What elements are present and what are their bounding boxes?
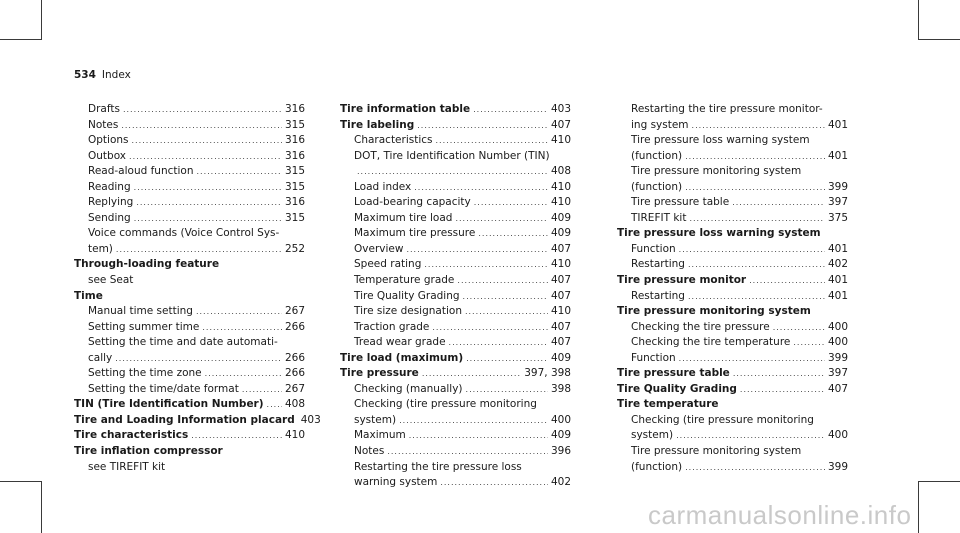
index-entry xyxy=(617,242,848,258)
dot-leader xyxy=(440,475,548,491)
entry-label: Checking (manually) xyxy=(354,382,463,395)
entry-label: Tire information table xyxy=(340,103,471,115)
page-reference: 315 xyxy=(284,180,305,193)
entry-label: Function xyxy=(631,242,676,255)
entry-label: Function xyxy=(631,351,676,364)
page-reference: 402 xyxy=(550,476,571,489)
page-number: 534 xyxy=(74,69,96,81)
entry-label: Maximum tire pressure xyxy=(354,227,476,240)
index-heading xyxy=(74,397,305,413)
entry-label: Tire pressure table xyxy=(617,367,730,380)
index-entry-line: Tire pressure loss warning system xyxy=(631,134,810,147)
index-entry xyxy=(340,211,571,227)
entry-label: Temperature grade xyxy=(354,274,455,287)
index-entry-line: Setting the time and date automati- xyxy=(88,336,278,349)
index-heading xyxy=(340,366,571,382)
page-reference: 408 xyxy=(284,398,305,411)
index-entry-line: Checking (tire pressure monitoring xyxy=(631,413,814,426)
entry-label: Tire and Loading Information placard xyxy=(74,413,295,426)
index-entry xyxy=(617,460,848,476)
page-reference: 407 xyxy=(550,336,571,349)
entry-label: Setting summer time xyxy=(88,320,200,333)
index-entry xyxy=(340,242,571,258)
page-reference: 409 xyxy=(550,429,571,442)
page-reference: 266 xyxy=(284,320,305,333)
index-entry-line: see TIREFIT kit xyxy=(88,460,166,473)
page-reference: 267 xyxy=(284,305,305,318)
index-entry xyxy=(74,149,305,165)
index-entry xyxy=(74,195,305,211)
entry-label: ing system xyxy=(631,118,689,131)
dot-leader xyxy=(679,351,825,367)
index-entry xyxy=(617,289,848,305)
index-entry xyxy=(74,351,305,367)
index-entry xyxy=(340,382,571,398)
index-entry xyxy=(74,164,305,180)
entry-label: warning system xyxy=(354,476,438,489)
page-reference: 403 xyxy=(300,413,321,426)
page-reference: 397, 398 xyxy=(524,367,571,380)
dot-leader xyxy=(197,164,282,180)
index-entry xyxy=(340,444,571,460)
page-reference: 400 xyxy=(550,413,571,426)
dot-leader xyxy=(121,118,282,134)
crop-mark xyxy=(0,481,42,482)
index-entry xyxy=(74,366,305,382)
dot-leader xyxy=(414,180,548,196)
page-reference: 407 xyxy=(550,274,571,287)
entry-label: system) xyxy=(354,413,397,426)
dot-leader xyxy=(688,257,825,273)
page-reference: 401 xyxy=(827,242,848,255)
dot-leader xyxy=(773,320,825,336)
page-reference: 375 xyxy=(827,211,848,224)
page-reference: 407 xyxy=(550,242,571,255)
entry-label: Setting the time/date format xyxy=(88,382,239,395)
entry-label: Notes xyxy=(354,445,385,458)
page-reference: 410 xyxy=(550,305,571,318)
index-column-3 xyxy=(617,102,848,475)
crop-mark xyxy=(918,0,919,40)
dot-leader xyxy=(115,351,282,367)
entry-label: Tire pressure xyxy=(340,367,419,380)
index-heading: Tire inflation compressor xyxy=(74,445,223,458)
dot-leader xyxy=(387,444,548,460)
index-entry xyxy=(617,428,848,444)
entry-label: (function) xyxy=(631,180,683,193)
dot-leader xyxy=(424,257,548,273)
entry-label: Checking the tire temperature xyxy=(631,336,791,349)
page-reference: 410 xyxy=(284,429,305,442)
index-entry xyxy=(340,289,571,305)
index-entry xyxy=(340,475,571,491)
page-reference: 315 xyxy=(284,211,305,224)
dot-leader xyxy=(242,382,282,398)
dot-leader xyxy=(466,351,548,367)
index-entry xyxy=(74,382,305,398)
entry-label: Options xyxy=(88,134,129,147)
index-entry xyxy=(617,257,848,273)
dot-leader xyxy=(432,320,548,336)
page-reference: 398 xyxy=(550,382,571,395)
page-reference: 410 xyxy=(550,180,571,193)
index-entry xyxy=(340,304,571,320)
index-entry-line: see Seat xyxy=(88,274,134,287)
index-entry xyxy=(340,335,571,351)
entry-label: Tread wear grade xyxy=(354,336,446,349)
entry-label: TIREFIT kit xyxy=(631,211,687,224)
entry-label: Speed rating xyxy=(354,258,422,271)
entry-label: Reading xyxy=(88,180,131,193)
watermark: carmanualsonline.info xyxy=(648,500,912,530)
page-reference: 316 xyxy=(284,103,305,115)
index-entry xyxy=(340,257,571,273)
dot-leader xyxy=(417,118,548,134)
entry-label: Drafts xyxy=(88,103,120,115)
entry-label: Tire load (maximum) xyxy=(340,351,464,364)
index-entry xyxy=(340,413,571,429)
page-reference: 315 xyxy=(284,165,305,178)
page-reference: 402 xyxy=(827,258,848,271)
dot-leader xyxy=(455,211,548,227)
entry-label: Maximum tire load xyxy=(354,211,453,224)
page-reference: 401 xyxy=(827,149,848,162)
entry-label: Tire pressure table xyxy=(631,196,730,209)
index-entry xyxy=(74,304,305,320)
index-heading: Through-loading feature xyxy=(74,258,220,271)
dot-leader xyxy=(191,428,282,444)
index-entry xyxy=(617,180,848,196)
entry-label: Overview xyxy=(354,242,404,255)
index-entry-line: Restarting the tire pressure monitor- xyxy=(631,103,823,115)
index-entry-line: Restarting the tire pressure loss xyxy=(354,460,522,473)
index-entry xyxy=(617,118,848,134)
index-entry xyxy=(340,273,571,289)
crop-mark xyxy=(918,481,919,533)
crop-mark xyxy=(0,39,42,40)
entry-label: cally xyxy=(88,351,113,364)
index-entry xyxy=(74,118,305,134)
entry-label: Tire labeling xyxy=(340,118,415,131)
dot-leader xyxy=(132,133,282,149)
dot-leader xyxy=(473,102,548,118)
index-entry xyxy=(74,102,305,118)
page-reference: 267 xyxy=(284,382,305,395)
dot-leader xyxy=(733,366,825,382)
index-heading xyxy=(74,413,321,429)
index-entry xyxy=(74,320,305,336)
index-entry-line: Tire pressure monitoring system xyxy=(631,165,802,178)
page-reference: 407 xyxy=(550,118,571,131)
page-reference: 401 xyxy=(827,274,848,287)
page-reference: 397 xyxy=(827,196,848,209)
dot-leader xyxy=(399,413,548,429)
entry-label: tem) xyxy=(88,242,113,255)
index-column-2 xyxy=(340,102,571,491)
page-reference: 316 xyxy=(284,149,305,162)
entry-label: system) xyxy=(631,429,674,442)
dot-leader xyxy=(749,273,825,289)
page-reference: 403 xyxy=(550,103,571,115)
entry-label: Outbox xyxy=(88,149,127,162)
dot-leader xyxy=(406,242,548,258)
index-entry xyxy=(74,242,305,258)
index-entry xyxy=(617,149,848,165)
entry-label: (function) xyxy=(631,460,683,473)
dot-leader xyxy=(436,133,548,149)
dot-leader xyxy=(689,211,825,227)
entry-label: Traction grade xyxy=(354,320,430,333)
entry-label: TIN (Tire Identification Number) xyxy=(74,398,264,411)
index-entry xyxy=(617,211,848,227)
entry-label: Checking the tire pressure xyxy=(631,320,770,333)
page-reference: 401 xyxy=(827,118,848,131)
dot-leader xyxy=(685,460,825,476)
index-entry xyxy=(617,320,848,336)
dot-leader xyxy=(466,382,548,398)
page-reference: 409 xyxy=(550,211,571,224)
index-entry-line: DOT, Tire Identification Number (TIN) xyxy=(354,149,550,162)
dot-leader xyxy=(123,102,282,118)
page-reference: 400 xyxy=(827,320,848,333)
page-reference: 407 xyxy=(550,320,571,333)
index-heading xyxy=(617,366,848,382)
index-heading xyxy=(617,273,848,289)
index-entry xyxy=(617,335,848,351)
entry-label: (function) xyxy=(631,149,683,162)
index-entry-line: Voice commands (Voice Control Sys- xyxy=(88,227,280,240)
page-reference: 410 xyxy=(550,196,571,209)
dot-leader xyxy=(692,118,825,134)
page-reference: 407 xyxy=(550,289,571,302)
dot-leader xyxy=(740,382,825,398)
entry-label: Manual time setting xyxy=(88,305,193,318)
entry-label: Tire size designation xyxy=(354,305,462,318)
dot-leader xyxy=(679,242,825,258)
entry-label: Tire pressure monitor xyxy=(617,274,747,287)
dot-leader xyxy=(134,180,282,196)
entry-label: Tire Quality Grading xyxy=(354,289,460,302)
index-heading: Time xyxy=(74,289,103,302)
dot-leader xyxy=(136,195,282,211)
index-heading: Tire pressure loss warning system xyxy=(617,227,821,240)
entry-label: Read-aloud function xyxy=(88,165,194,178)
page-reference: 409 xyxy=(550,227,571,240)
dot-leader xyxy=(465,304,548,320)
crop-mark xyxy=(918,481,960,482)
dot-leader xyxy=(685,180,825,196)
page-reference: 266 xyxy=(284,351,305,364)
page-reference: 410 xyxy=(550,258,571,271)
dot-leader xyxy=(688,289,825,305)
index-entry xyxy=(340,428,571,444)
dot-leader xyxy=(202,320,282,336)
index-entry xyxy=(340,226,571,242)
entry-label: Characteristics xyxy=(354,134,433,147)
section-title: Index xyxy=(101,69,131,81)
entry-label: Load-bearing capacity xyxy=(354,196,471,209)
dot-leader xyxy=(422,366,521,382)
page-reference: 396 xyxy=(550,445,571,458)
dot-leader xyxy=(478,226,548,242)
crop-mark xyxy=(41,481,42,533)
page-reference: 400 xyxy=(827,336,848,349)
entry-label: Notes xyxy=(88,118,119,131)
entry-label: Tire Quality Grading xyxy=(617,382,737,395)
index-heading xyxy=(340,118,571,134)
index-entry xyxy=(340,164,571,180)
index-heading xyxy=(340,102,571,118)
dot-leader xyxy=(409,428,548,444)
page-reference: 315 xyxy=(284,118,305,131)
page-reference: 408 xyxy=(550,165,571,178)
dot-leader xyxy=(357,164,548,180)
dot-leader xyxy=(196,304,282,320)
dot-leader xyxy=(463,289,548,305)
dot-leader xyxy=(732,195,825,211)
entry-label: Sending xyxy=(88,211,131,224)
entry-label: Restarting xyxy=(631,258,685,271)
dot-leader xyxy=(449,335,548,351)
page-reference: 399 xyxy=(827,351,848,364)
dot-leader xyxy=(267,397,282,413)
page-reference: 399 xyxy=(827,180,848,193)
dot-leader xyxy=(116,242,282,258)
index-entry-line: Tire pressure monitoring system xyxy=(631,445,802,458)
dot-leader xyxy=(793,335,825,351)
page-reference: 400 xyxy=(827,429,848,442)
crop-mark xyxy=(918,39,960,40)
index-column-1 xyxy=(74,102,321,475)
page-reference: 397 xyxy=(827,367,848,380)
dot-leader xyxy=(676,428,825,444)
page-reference: 252 xyxy=(284,242,305,255)
page-reference: 401 xyxy=(827,289,848,302)
index-heading: Tire temperature xyxy=(617,398,719,411)
page-reference: 399 xyxy=(827,460,848,473)
entry-label: Maximum xyxy=(354,429,406,442)
page-header xyxy=(74,69,131,83)
entry-label: Restarting xyxy=(631,289,685,302)
dot-leader xyxy=(457,273,548,289)
dot-leader xyxy=(205,366,282,382)
index-heading xyxy=(74,428,305,444)
index-entry xyxy=(74,180,305,196)
dot-leader xyxy=(474,195,548,211)
index-entry xyxy=(340,320,571,336)
index-entry xyxy=(74,211,305,227)
page-reference: 316 xyxy=(284,134,305,147)
page-reference: 266 xyxy=(284,367,305,380)
index-entry xyxy=(340,195,571,211)
index-heading: Tire pressure monitoring system xyxy=(617,305,811,318)
page-reference: 407 xyxy=(827,382,848,395)
entry-label: Setting the time zone xyxy=(88,367,202,380)
index-entry xyxy=(340,180,571,196)
entry-label: Tire characteristics xyxy=(74,429,189,442)
dot-leader xyxy=(685,149,825,165)
entry-label: Load index xyxy=(354,180,412,193)
dot-leader xyxy=(134,211,282,227)
entry-label: Replying xyxy=(88,196,134,209)
index-entry-line: Checking (tire pressure monitoring xyxy=(354,398,537,411)
index-entry xyxy=(617,195,848,211)
index-entry xyxy=(340,133,571,149)
page-reference: 316 xyxy=(284,196,305,209)
index-heading xyxy=(617,382,848,398)
crop-mark xyxy=(41,0,42,40)
index-entry xyxy=(74,133,305,149)
dot-leader xyxy=(129,149,282,165)
index-heading xyxy=(340,351,571,367)
page-reference: 409 xyxy=(550,351,571,364)
page-reference: 410 xyxy=(550,134,571,147)
index-entry xyxy=(617,351,848,367)
